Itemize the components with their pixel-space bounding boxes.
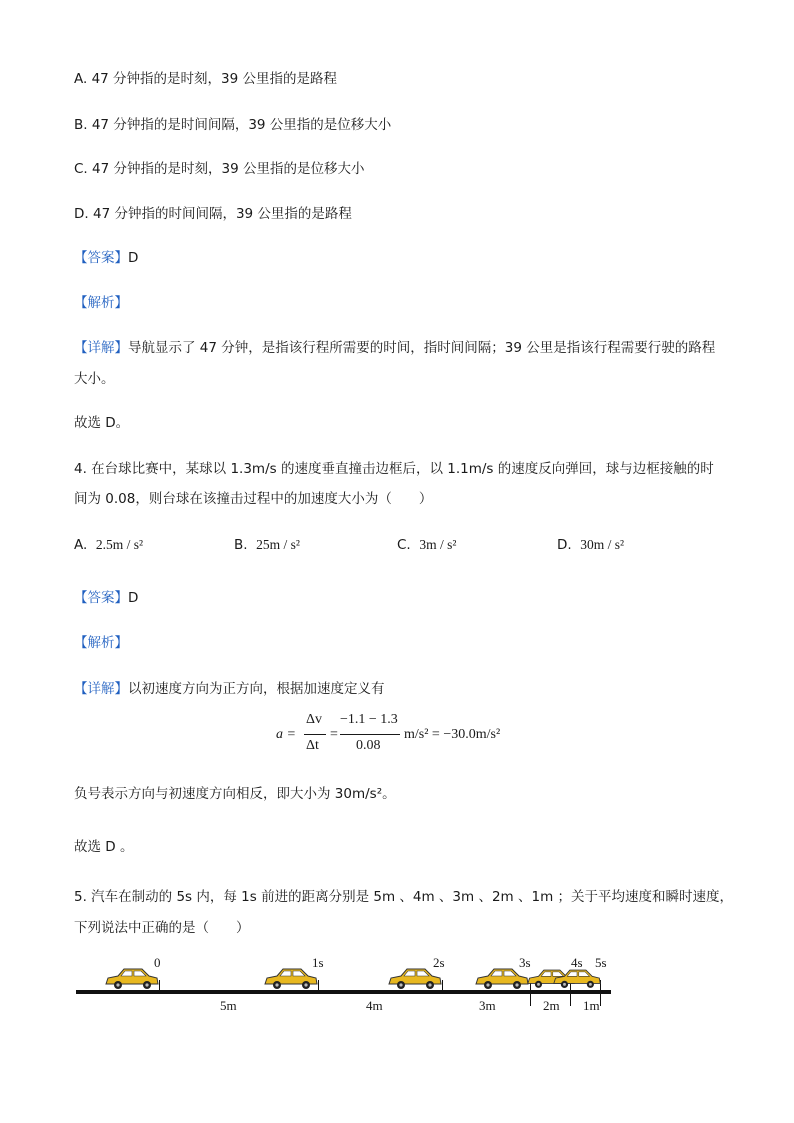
answer-value: D: [128, 590, 139, 606]
q5-stem-line1: 5. 汽车在制动的 5s 内，每 1s 前进的距离分别是 5m 、4m 、3m 、2m 、1m ；关于平均速度和瞬时速度，: [74, 889, 734, 905]
fraction-bar: [340, 734, 400, 735]
fraction-bar: [304, 734, 326, 735]
q3-option-d: D. 47 分钟指的时间间隔，39 公里指的是路程: [74, 206, 352, 222]
braking-car-figure: [0, 950, 794, 1030]
answer-tag: 【答案】: [74, 250, 128, 266]
q4-option-d: D. 30m / s²: [557, 537, 625, 553]
detail-tag: 【详解】: [74, 340, 128, 356]
q4-conclusion: 故选 D 。: [74, 839, 134, 855]
formula-lhs: a =: [276, 727, 296, 742]
q3-detail-line1: [74, 336, 715, 356]
q4-explain: 负号表示方向与初速度方向相反，即大小为 30m/s²。: [74, 786, 396, 802]
time-label-2s: 2s: [433, 955, 445, 970]
detail-tag: 【详解】: [74, 681, 128, 697]
detail-text: 以初速度方向为正方向，根据加速度定义有: [128, 681, 385, 697]
distance-label-3m: 3m: [479, 998, 496, 1013]
q4-stem-line1: 4. 在台球比赛中，某球以 1.3m/s 的速度垂直撞击边框后，以 1.1m/s 的速度反向弹回，球与边框接触的时: [74, 461, 714, 477]
q3-option-b: B. 47 分钟指的是时间间隔，39 公里指的是位移大小: [74, 117, 392, 133]
q4-detail: [74, 677, 385, 697]
time-label-5s: 5s: [595, 955, 607, 970]
q4-stem-line2: 间为 0.08，则台球在该撞击过程中的加速度大小为（ ）: [74, 491, 433, 507]
segment-mark: [570, 994, 571, 1006]
distance-label-2m: 2m: [543, 998, 560, 1013]
time-label-3s: 3s: [519, 955, 531, 970]
q4-option-a: A. 2.5m / s²: [74, 537, 144, 553]
answer-value: D: [128, 250, 139, 266]
answer-tag: 【答案】: [74, 590, 128, 606]
q5-stem-line2: 下列说法中正确的是（ ）: [74, 920, 250, 936]
q4-option-c: C. 3m / s²: [397, 537, 457, 553]
q3-option-c: C. 47 分钟指的是时刻，39 公里指的是位移大小: [74, 161, 365, 177]
segment-mark: [600, 994, 601, 1006]
q3-analysis-tag: 【解析】: [74, 295, 128, 311]
distance-label-1m: 1m: [583, 998, 600, 1013]
q4-analysis-tag: 【解析】: [74, 635, 128, 651]
formula-den2: 0.08: [356, 738, 381, 753]
formula-rhs: m/s² = −30.0m/s²: [404, 727, 501, 742]
car-icon: [263, 966, 319, 992]
segment-mark: [530, 994, 531, 1006]
formula-den1: Δt: [306, 738, 319, 753]
q4-answer: [74, 586, 138, 606]
formula-eq: =: [330, 727, 338, 742]
car-icon: [104, 966, 160, 992]
car-icon: [387, 966, 443, 992]
distance-label-5m: 5m: [220, 998, 237, 1013]
distance-label-4m: 4m: [366, 998, 383, 1013]
time-label-0: 0: [154, 955, 161, 970]
q3-option-a: A. 47 分钟指的是时刻，39 公里指的是路程: [74, 71, 338, 87]
car-icon: [474, 966, 530, 992]
acceleration-formula: [276, 712, 536, 760]
q3-answer: [74, 246, 138, 266]
formula-num1: Δv: [306, 712, 323, 727]
q3-conclusion: 故选 D。: [74, 415, 130, 431]
formula-num2: −1.1 − 1.3: [340, 712, 398, 727]
time-label-4s: 4s: [571, 955, 583, 970]
detail-text: 导航显示了 47 分钟，是指该行程所需要的时间，指时间间隔；39 公里是指该行程需要行驶的路程: [128, 340, 716, 356]
car-icon: [552, 966, 602, 992]
q4-option-b: B. 25m / s²: [234, 537, 300, 553]
time-label-1s: 1s: [312, 955, 324, 970]
q3-detail-line2: 大小。: [74, 371, 115, 387]
